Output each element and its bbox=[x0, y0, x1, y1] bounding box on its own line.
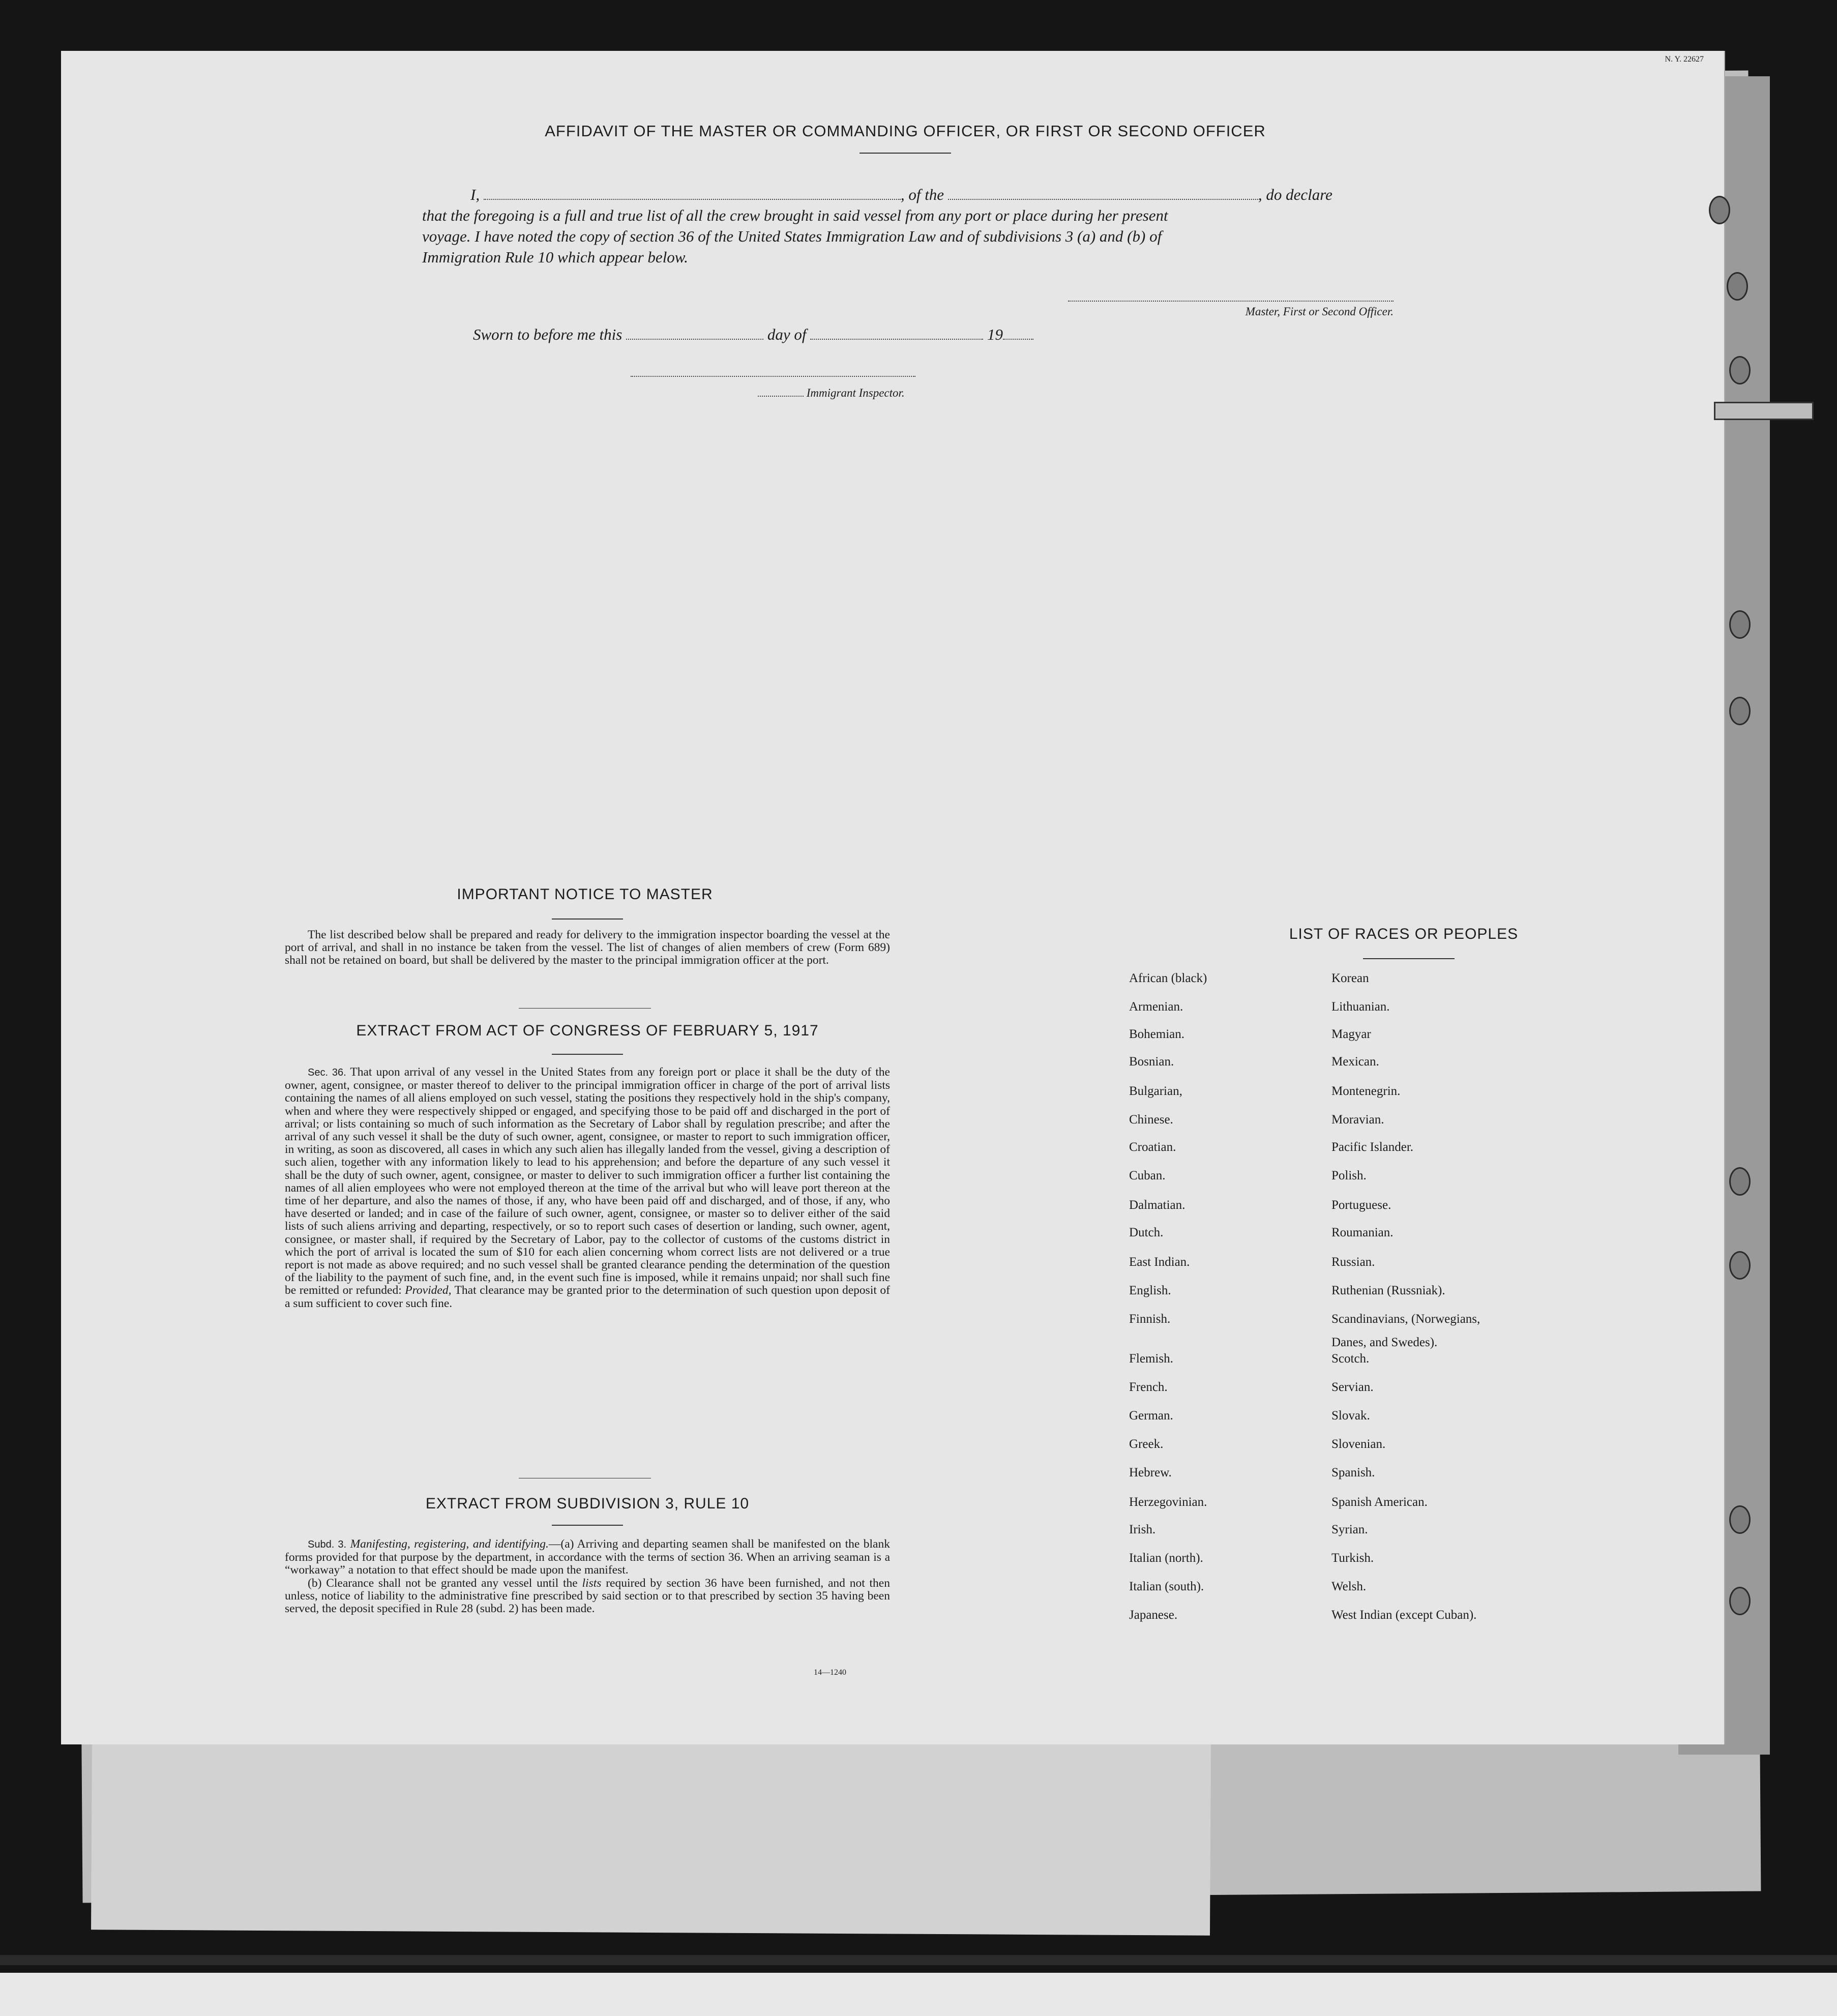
document-page bbox=[61, 51, 1725, 1744]
race-scandinavians-continued: Danes, and Swedes). bbox=[1331, 1336, 1438, 1349]
form-number: N. Y. 22627 bbox=[1665, 55, 1704, 64]
race-item: Dutch. bbox=[1129, 1226, 1164, 1239]
act-body-end: That clearance may be granted prior to the determination of such question upon deposit of a sum sufficient to cover such fine. bbox=[285, 1284, 890, 1310]
master-signature-label: Master, First or Second Officer. bbox=[1245, 305, 1394, 318]
act-text bbox=[285, 1066, 890, 1310]
notice-title: IMPORTANT NOTICE TO MASTER bbox=[457, 886, 713, 903]
race-item: Montenegrin. bbox=[1331, 1084, 1401, 1098]
race-item: Chinese. bbox=[1129, 1113, 1173, 1126]
race-item: Spanish. bbox=[1331, 1466, 1375, 1479]
rule-title: EXTRACT FROM SUBDIVISION 3, RULE 10 bbox=[425, 1495, 750, 1512]
race-item: Dalmatian. bbox=[1129, 1198, 1186, 1212]
race-item: Moravian. bbox=[1331, 1113, 1384, 1126]
subd-b-text-1: Clearance shall not be granted any vessel until the bbox=[326, 1576, 578, 1590]
race-item: West Indian (except Cuban). bbox=[1331, 1608, 1477, 1622]
affidavit-text bbox=[422, 184, 1394, 268]
act-rule bbox=[552, 1054, 623, 1055]
name-blank bbox=[484, 198, 901, 200]
race-item: Ruthenian (Russniak). bbox=[1331, 1284, 1445, 1297]
sworn-label: Sworn to before me this bbox=[473, 325, 623, 343]
subd-b-text-2: required by section 36 have been furnished, and not then unless, notice of liability to the administrative fine prescribed by said section or to that prescribed by section 35 having been served, the deposit specified in Rule 28 (subd. 2) has been made. bbox=[285, 1576, 890, 1616]
race-item: Croatian. bbox=[1129, 1140, 1176, 1154]
affidavit-title: AFFIDAVIT OF THE MASTER OR COMMANDING OFFICER, OR FIRST OR SECOND OFFICER bbox=[545, 122, 1266, 140]
binder-hole bbox=[1729, 1167, 1751, 1196]
scanner-border bbox=[0, 1955, 1837, 1965]
race-item: Pacific Islander. bbox=[1331, 1140, 1414, 1154]
of-the-label: , of the bbox=[900, 186, 944, 203]
race-item: Bohemian. bbox=[1129, 1027, 1185, 1041]
race-item: Servian. bbox=[1331, 1380, 1374, 1394]
notice-paragraph: The list described below shall be prepared and ready for delivery to the immigration inspector boarding the vessel at the port of arrival, and shall in no instance be taken from the vessel. The list of changes of alien members of crew (Form 689) shall not be retained on board, but shall be delivered by the master to the principal immigration officer at the port. bbox=[285, 928, 890, 967]
races-rule bbox=[1363, 958, 1455, 959]
race-item: Syrian. bbox=[1331, 1523, 1368, 1536]
print-code: 14—1240 bbox=[814, 1668, 846, 1677]
binder-clip bbox=[1714, 402, 1814, 420]
binder-hole bbox=[1729, 1251, 1751, 1280]
affidavit-line-3: voyage. I have noted the copy of section 36 of the United States Immigration Law and of subdivisions 3 (a) and (b) of bbox=[422, 227, 1162, 245]
binder-hole bbox=[1729, 697, 1751, 725]
race-item: Italian (north). bbox=[1129, 1551, 1203, 1565]
binder-hole bbox=[1729, 1587, 1751, 1615]
race-item: Polish. bbox=[1331, 1169, 1367, 1182]
inspector-lead bbox=[758, 395, 804, 397]
race-item: English. bbox=[1129, 1284, 1171, 1297]
race-item: Mexican. bbox=[1331, 1055, 1379, 1069]
subd-label: Subd. 3. bbox=[308, 1539, 347, 1550]
race-item: Russian. bbox=[1331, 1255, 1375, 1269]
race-item: Spanish American. bbox=[1331, 1495, 1428, 1509]
provided-label: Provided, bbox=[405, 1284, 452, 1297]
race-item: German. bbox=[1129, 1409, 1173, 1422]
underlying-sheet-bottom bbox=[91, 1736, 1211, 1936]
race-item: East Indian. bbox=[1129, 1255, 1190, 1269]
race-item: Welsh. bbox=[1331, 1580, 1367, 1593]
inspector-signature-line bbox=[631, 375, 915, 377]
races-title: LIST OF RACES OR PEOPLES bbox=[1289, 926, 1519, 942]
race-item: Slovenian. bbox=[1331, 1437, 1386, 1451]
year-label: 19 bbox=[987, 325, 1003, 343]
day-of-label: day of bbox=[767, 325, 807, 343]
race-item: Greek. bbox=[1129, 1437, 1164, 1451]
race-item: Portuguese. bbox=[1331, 1198, 1391, 1212]
binder-hole bbox=[1709, 196, 1730, 224]
rule-rule bbox=[552, 1525, 623, 1526]
rule-text bbox=[285, 1538, 890, 1615]
i-label: I, bbox=[470, 186, 480, 203]
month-blank bbox=[810, 338, 983, 340]
notice-end-rule bbox=[519, 1008, 651, 1009]
race-item: Bulgarian, bbox=[1129, 1084, 1182, 1098]
master-signature-line bbox=[1068, 300, 1394, 302]
binder-hole bbox=[1729, 1505, 1751, 1534]
subd-b-lists: lists bbox=[582, 1576, 602, 1590]
sworn-line bbox=[473, 325, 1033, 344]
race-item: African (black) bbox=[1129, 971, 1207, 985]
race-item: Japanese. bbox=[1129, 1608, 1178, 1622]
subd-a-text: —(a) Arriving and departing seamen shall be manifested on the blank forms provided for that purpose by the department, in accordance with the terms of section 36. When an arriving seaman is a “workaway” a notation to that effect should be made upon the manifest. bbox=[285, 1537, 890, 1577]
race-item: Flemish. bbox=[1129, 1352, 1173, 1366]
vessel-blank bbox=[948, 198, 1258, 200]
day-blank bbox=[626, 338, 763, 340]
affidavit-line-4: Immigration Rule 10 which appear below. bbox=[422, 248, 688, 266]
act-body: That upon arrival of any vessel in the United States from any foreign port or place it shall be the duty of the owner, agent, consignee, or master thereof to deliver to the principal immigration officer in charge of the port of arrival lists containing the names of all aliens employed on such vessel, stating the positions they respectively hold in the ship's company, when and where they were respectively shipped or engaged, and specifying those to be paid off and discharged in the port of arrival; or lists containing so much of such information as the Secretary of Labor shall by regulation prescribe; and after the arrival of any such vessel it shall be the duty of such owner, agent, consignee, or master to report to such immigration officer, in writing, as soon as discovered, all cases in which any such alien has illegally landed from the vessel, giving a description of such alien, together with any information likely to lead to his apprehension; and before the departure of any such vessel it shall be the duty of such owner, agent, consignee, or master to deliver to such immigration officer a further list containing the names of all alien employees who were not employed thereon at the time of the arrival but who will leave port thereon at the time of her departure, and also the names of those, if any, who have been paid off and discharged, and of those, if any, who have deserted or landed; and in case of the failure of such owner, agent, consignee, or master so to deliver either of the said lists of such aliens arriving and departing, respectively, or so to report such cases of desertion or landing, such owner, agent, consignee, or master shall, if required by the Secretary of Labor, pay to the collector of customs of the customs district in which the port of arrival is located the sum of $10 for each alien concerning whom correct lists are not delivered or a true report is not made as above required; and no such vessel shall be granted clearance pending the determination of the question of the liability to the payment of such fine, and, in the event such fine is imposed, while it remains unpaid; nor shall such fine be remitted or refunded: bbox=[285, 1065, 890, 1297]
race-item: Korean bbox=[1331, 971, 1369, 985]
sec-label: Sec. 36. bbox=[308, 1067, 346, 1078]
race-item: Cuban. bbox=[1129, 1169, 1166, 1182]
race-item: Armenian. bbox=[1129, 1000, 1183, 1014]
race-item: Magyar bbox=[1331, 1027, 1371, 1041]
affidavit-line-2: that the foregoing is a full and true list of all the crew brought in said vessel from any port or place during her present bbox=[422, 206, 1168, 224]
inspector-signature-label bbox=[758, 387, 905, 400]
notice-text bbox=[285, 929, 890, 967]
race-item: Slovak. bbox=[1331, 1409, 1370, 1422]
race-item: Hebrew. bbox=[1129, 1466, 1172, 1479]
do-declare-label: , do declare bbox=[1258, 186, 1332, 203]
act-title: EXTRACT FROM ACT OF CONGRESS OF FEBRUARY 5, 1917 bbox=[356, 1022, 819, 1039]
race-item: Finnish. bbox=[1129, 1312, 1171, 1326]
inspector-label-text: Immigrant Inspector. bbox=[806, 387, 905, 399]
subd-heading: Manifesting, registering, and identifying. bbox=[350, 1537, 549, 1551]
race-item: French. bbox=[1129, 1380, 1168, 1394]
binder-hole bbox=[1729, 356, 1751, 384]
race-item: Italian (south). bbox=[1129, 1580, 1204, 1593]
race-item: Irish. bbox=[1129, 1523, 1156, 1536]
binder-hole bbox=[1729, 610, 1751, 639]
notice-rule bbox=[552, 918, 623, 920]
race-item: Bosnian. bbox=[1129, 1055, 1174, 1069]
race-item: Scotch. bbox=[1331, 1352, 1370, 1366]
race-item: Turkish. bbox=[1331, 1551, 1374, 1565]
race-item: Roumanian. bbox=[1331, 1226, 1394, 1239]
title-rule bbox=[860, 153, 951, 154]
year-blank bbox=[1003, 338, 1033, 340]
race-item: Scandinavians, (Norwegians, bbox=[1331, 1312, 1480, 1326]
race-item: Herzegovinian. bbox=[1129, 1495, 1207, 1509]
binder-hole bbox=[1727, 272, 1748, 301]
subd-b-label: (b) bbox=[308, 1576, 322, 1590]
race-item: Lithuanian. bbox=[1331, 1000, 1390, 1014]
scanner-bottom-strip bbox=[0, 1973, 1837, 2016]
